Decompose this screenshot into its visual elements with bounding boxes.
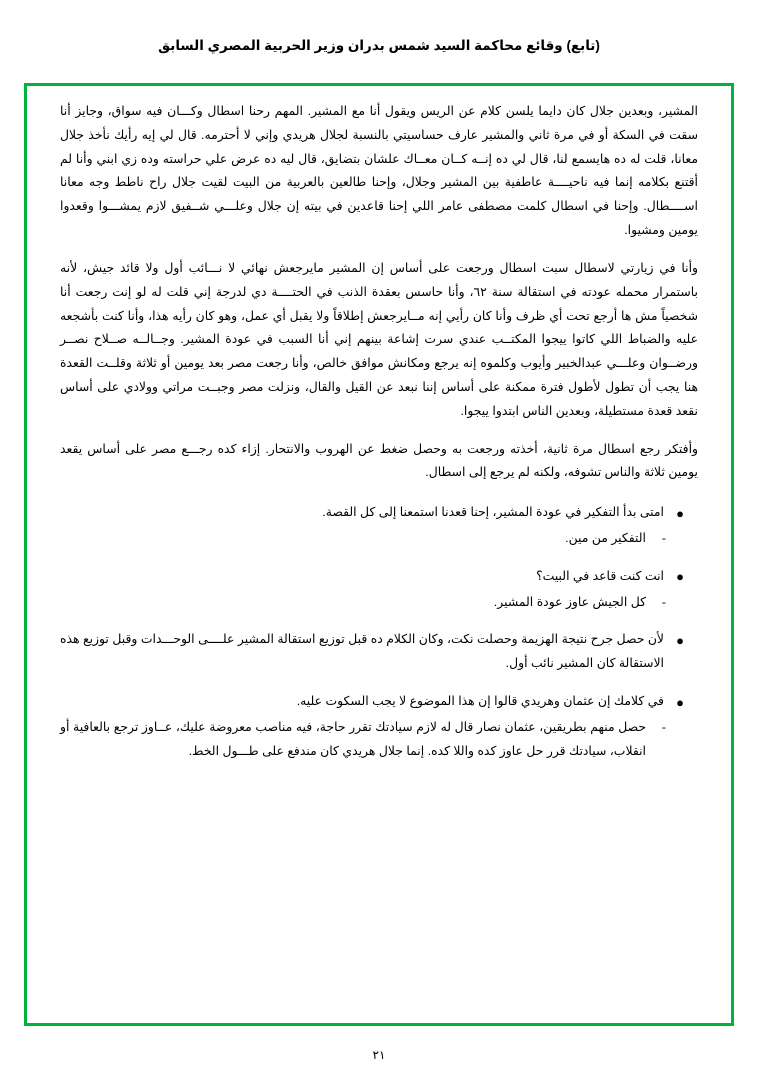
bullet-icon: ●: [676, 505, 684, 521]
qa-item: [60, 690, 698, 763]
qa-question-text: انت كنت قاعد في البيت؟: [536, 568, 664, 583]
qa-answer: [60, 716, 698, 764]
qa-question: [60, 690, 698, 714]
qa-question-text: لأن حصل جرح نتيجة الهزيمة وحصلت نكت، وكان الكلام ده قبل توزيع استقالة المشير علــــى الوحـــدات وقبل توزيع هذه الاستقالة كان المشير نائب أول.: [60, 632, 664, 671]
document-body: [60, 100, 698, 778]
qa-answer-text: كل الجيش عاوز عودة المشير.: [493, 594, 646, 609]
qa-answer-text: التفكير من مين.: [565, 531, 646, 545]
qa-answer: [60, 527, 698, 551]
question-answer-list: [60, 501, 698, 763]
qa-answer: [60, 591, 698, 615]
qa-question: [60, 565, 698, 589]
qa-item: [60, 565, 698, 615]
qa-question-text: امتى بدأ التفكير في عودة المشير، إحنا قعدنا استمعنا إلى كل القصة.: [322, 505, 664, 520]
qa-item: [60, 501, 698, 551]
bullet-icon: ●: [676, 569, 684, 585]
dash-icon: -: [661, 594, 666, 609]
page-number: ٢١: [372, 1048, 386, 1062]
qa-item: [60, 628, 698, 676]
paragraph: وأنا في زيارتي لاسطال سبت اسطال ورجعت على أساس إن المشير مايرجعش نهائي لا نـــائب أول ولا قائد جيش، لأنه باستمرار محمله عودته في استقالة سنة ٦٢، وأنا حاسس بعقدة الذنب في الحتــــة دي لدرجة إني قلت له لو إنت رجعت أنا شخصياً مش ها أرجع تحت أي ظرف وأنا كان رأيي إنه مــايرجعش إطلاقاً ولا يقبل أي عمل، وهو كان رأيه هذا، وأنا كنت بأشجعه عليه والضباط اللي كاتوا ييجوا المكتــب عندي سرت إشاعة بينهم إني أنا السبب في عودة المشير. وجــالــه صــلاح نصــر ورضــوان وعلـــي عبدالخبير وأيوب وكلموه إنه يرجع ومكانش موافق خالص، وأنا رجعت مصر بعد يومين أو ثلاثة وقلــت القعدة هنا يجب أن تطول لأطول فترة ممكنة على أساس إننا نبعد عن القيل والقال، ونزلت مصر وجبــت مراتي وولادي على أساس نقعد قعدة مستطيلة، وبعدين الناس ابتدوا ييجوا.: [60, 260, 699, 418]
dash-icon: -: [661, 719, 666, 734]
bullet-icon: ●: [676, 633, 684, 649]
dash-icon: -: [661, 531, 666, 545]
paragraph: وأفتكر رجع اسطال مرة ثانية، أخذته ورجعت به وحصل ضغط عن الهروب والانتحار. إزاء كده رجـــع مصر على أساس يقعد يومين ثلاثة والناس تشوفه، ولكنه لم يرجع إلى اسطال.: [60, 441, 698, 480]
qa-answer-text: حصل منهم بطريقين، عثمان نصار قال له لازم سيادتك تقرر حاجة، فيه مناصب معروضة عليك، عــاوز ترجع بالعافية أو انقلاب، سيادتك قرر حل عاوز كده واللا كده. إنما جلال هريدي كان مندفع على طـــول الخط.: [60, 719, 646, 758]
bullet-icon: ●: [676, 694, 684, 710]
qa-question-text: في كلامك إن عثمان وهريدي قالوا إن هذا الموضوع لا يجب السكوت عليه.: [296, 694, 664, 709]
paragraph: المشير، وبعدين جلال كان دايما يلسن كلام عن الريس ويقول أنا مع المشير. المهم رحنا اسطال وكـــان فيه سواق، وجايز أنا سقت في السكة أو في مرة ثاني والمشير عارف حساسيتي بالنسبة لجلال هريدي وإني لا أحترمه. قال لي إيه رأيك نأخذ جلال معانا، قلت له ده هايسمع لنا، قال لي ده إنــه كــان معــاك علشان بتضايق، قال ليه ده عرض علي حراسته وده زي ابني وأنا لم أقتنع بكلامه إنما فيه ناحيــــة عاطفية بين المشير وجلال، وإحنا طالعين بالعربية من البيت لقيت جلال راح ناطط وجه معانا اســــطال. وإحنا في اسطال كلمت مصطفى عامر اللي إحنا قاعدين في بيته إن جلال وعلـــي شــفيق لازم يمشـــوا وقعدوا يومين ومشيوا.: [60, 104, 698, 238]
qa-question: [60, 501, 698, 525]
page-header-title: (تابع) وقائع محاكمة السيد شمس بدران وزير الحربية المصري السابق: [158, 38, 600, 53]
qa-question: [60, 628, 698, 676]
